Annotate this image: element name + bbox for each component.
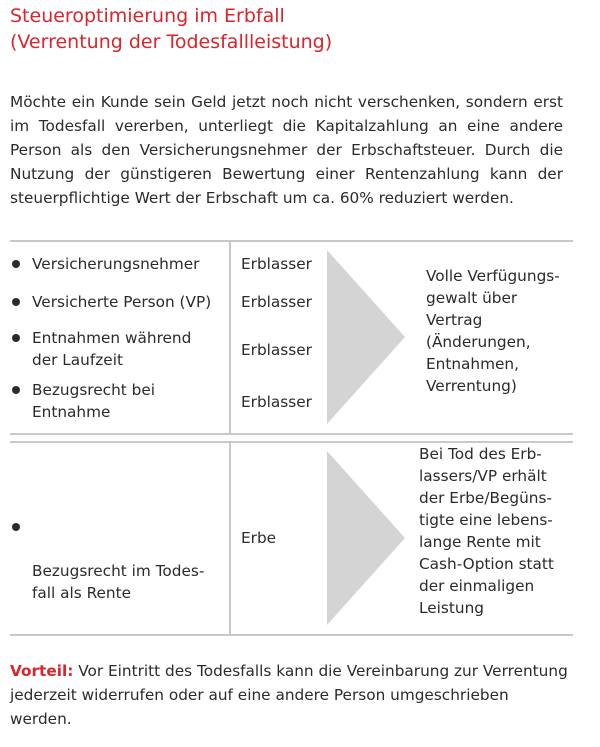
section2-result: Bei Tod des Erb- lassers/VP erhält der Erbe/Begüns- tigte eine lebens- lange Rente mit Cash-Option statt der einmaligen Leistung — [419, 445, 554, 617]
bullet-icon — [12, 334, 20, 342]
section1-row-3-label: Entnahmen während der Laufzeit — [12, 327, 207, 371]
section1-row-1-value: Erblasser — [241, 255, 312, 273]
advantage-note — [10, 659, 570, 731]
section1-arrow-icon — [327, 250, 407, 424]
intro-paragraph: Möchte ein Kunde sein Geld jetzt noch nicht verschenken, sondern erst im Todesfall vererben, unterliegt die Kapitalzahlung an eine andere Person als den Versicherungsnehmer der Erbschaftsteuer. Durch die Nutzung der günstigeren Bewertung einer Rentenzahlung kann der steuerpflichtige Wert der Erbschaft um ca. 60% reduziert werden. — [10, 93, 563, 207]
section1-bottom-rule — [10, 433, 573, 435]
section1-row-3-value: Erblasser — [241, 341, 312, 359]
section1-top-rule — [10, 240, 573, 242]
section1-divider — [229, 242, 231, 433]
section1-row-4-value: Erblasser — [241, 393, 312, 411]
section1-result: Volle Verfügungs- gewalt über Vertrag (Änderungen, Entnahmen, Verrentung) — [426, 267, 560, 395]
section2-row-value: Erbe — [241, 529, 277, 547]
section1-row-4-label: Bezugsrecht bei Entnahme — [12, 379, 172, 423]
section1-row-2-label: Versicherte Person (VP) — [12, 291, 222, 313]
title-line-2: (Verrentung der Todesfallleistung) — [10, 31, 333, 53]
advantage-label: Vorteil: — [10, 662, 74, 680]
section2-arrow-icon — [327, 451, 407, 625]
section1-row-1-label: Versicherungsnehmer — [12, 253, 222, 275]
section2-row-label: Bezugsrecht im Todes- fall als Rente — [12, 516, 212, 626]
title-line-1: Steueroptimierung im Erbfall — [10, 5, 285, 27]
bullet-icon — [12, 523, 20, 531]
section1-row-2-value: Erblasser — [241, 293, 312, 311]
advantage-text: Vor Eintritt des Todesfalls kann die Vereinbarung zur Verrentung jederzeit widerrufen oder auf eine andere Person umgeschrieben werden. — [10, 662, 568, 728]
section2-divider — [229, 443, 231, 634]
page-title — [10, 3, 332, 55]
bullet-icon — [12, 260, 20, 268]
bullet-icon — [12, 298, 20, 306]
section2-bottom-rule — [10, 634, 573, 636]
bullet-icon — [12, 386, 20, 394]
